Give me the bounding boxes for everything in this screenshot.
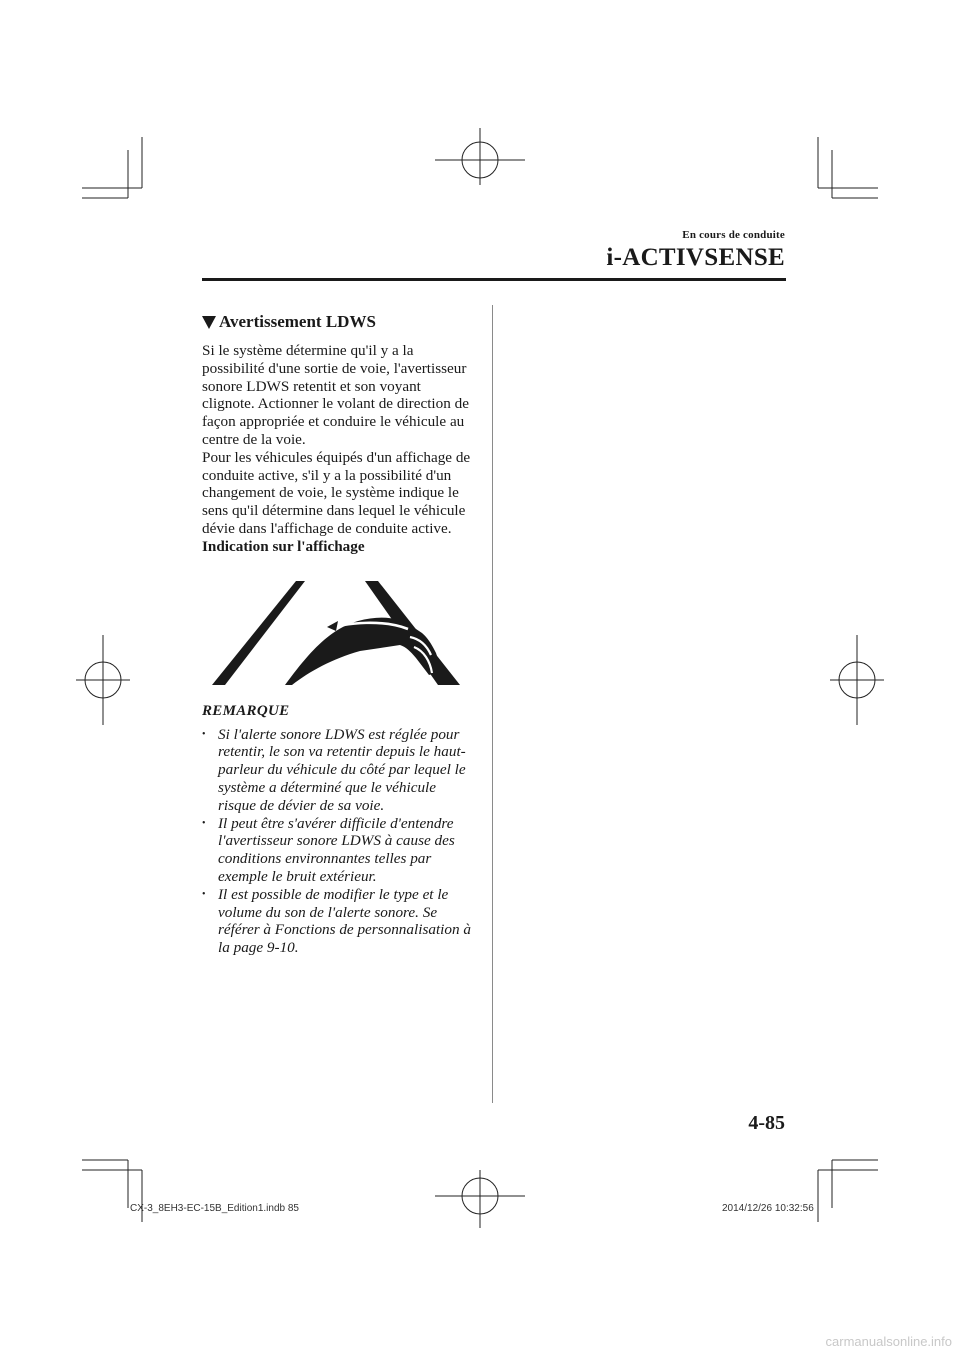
display-indication-heading: Indication sur l'affichage: [202, 537, 365, 555]
print-footer-filename: CX-3_8EH3-EC-15B_Edition1.indb 85: [130, 1203, 299, 1214]
note-item: • Il est possible de modifier le type et le volume du son de l'alerte sonore. Se référer à Fonctions de personnalisation à la page 9-10.: [202, 886, 474, 957]
left-lane-line: [212, 581, 305, 685]
left-column: [202, 312, 474, 957]
note-item: • Si l'alerte sonore LDWS est réglée pour retentir, le son va retentir depuis le haut-parleur du véhicule du côté par lequel le système a déterminé que le véhicule risque de dévier de sa voie.: [202, 726, 474, 815]
body-paragraph-1: Si le système détermine qu'il y a la possibilité d'une sortie de voie, l'avertisseur sonore LDWS retentit et son voyant clignote. Actionner le volant de direction de façon appropriée et conduire le véhicule au centre de la voie.: [202, 342, 469, 448]
section-heading: [202, 312, 474, 332]
running-header-chapter: En cours de conduite: [682, 229, 785, 241]
page-number: 4-85: [748, 1112, 785, 1134]
section-title: Avertissement LDWS: [219, 312, 376, 331]
body-paragraph-2: Pour les véhicules équipés d'un affichage de conduite active, s'il y a la possibilité d'un changement de voie, le système indique le sens qu'il détermine dans lequel le véhicule dévie dans l'affichage de conduite active.: [202, 448, 471, 537]
vehicle-silhouette-icon: [285, 617, 442, 684]
watermark-text: carmanualsonline.info: [825, 1334, 952, 1349]
header-rule: [202, 278, 786, 281]
note-title: REMARQUE: [202, 702, 290, 719]
lane-departure-display-illustration: [210, 581, 460, 691]
running-header-title: i-ACTIVSENSE: [606, 244, 785, 271]
note-list: [202, 726, 474, 957]
triangle-down-icon: [202, 316, 216, 329]
column-divider: [492, 305, 493, 1103]
note-item: • Il peut être s'avérer difficile d'entendre l'avertisseur sonore LDWS à cause des conditions environnantes telles par exemple le bruit extérieur.: [202, 815, 474, 886]
print-footer-timestamp: 2014/12/26 10:32:56: [722, 1203, 814, 1214]
